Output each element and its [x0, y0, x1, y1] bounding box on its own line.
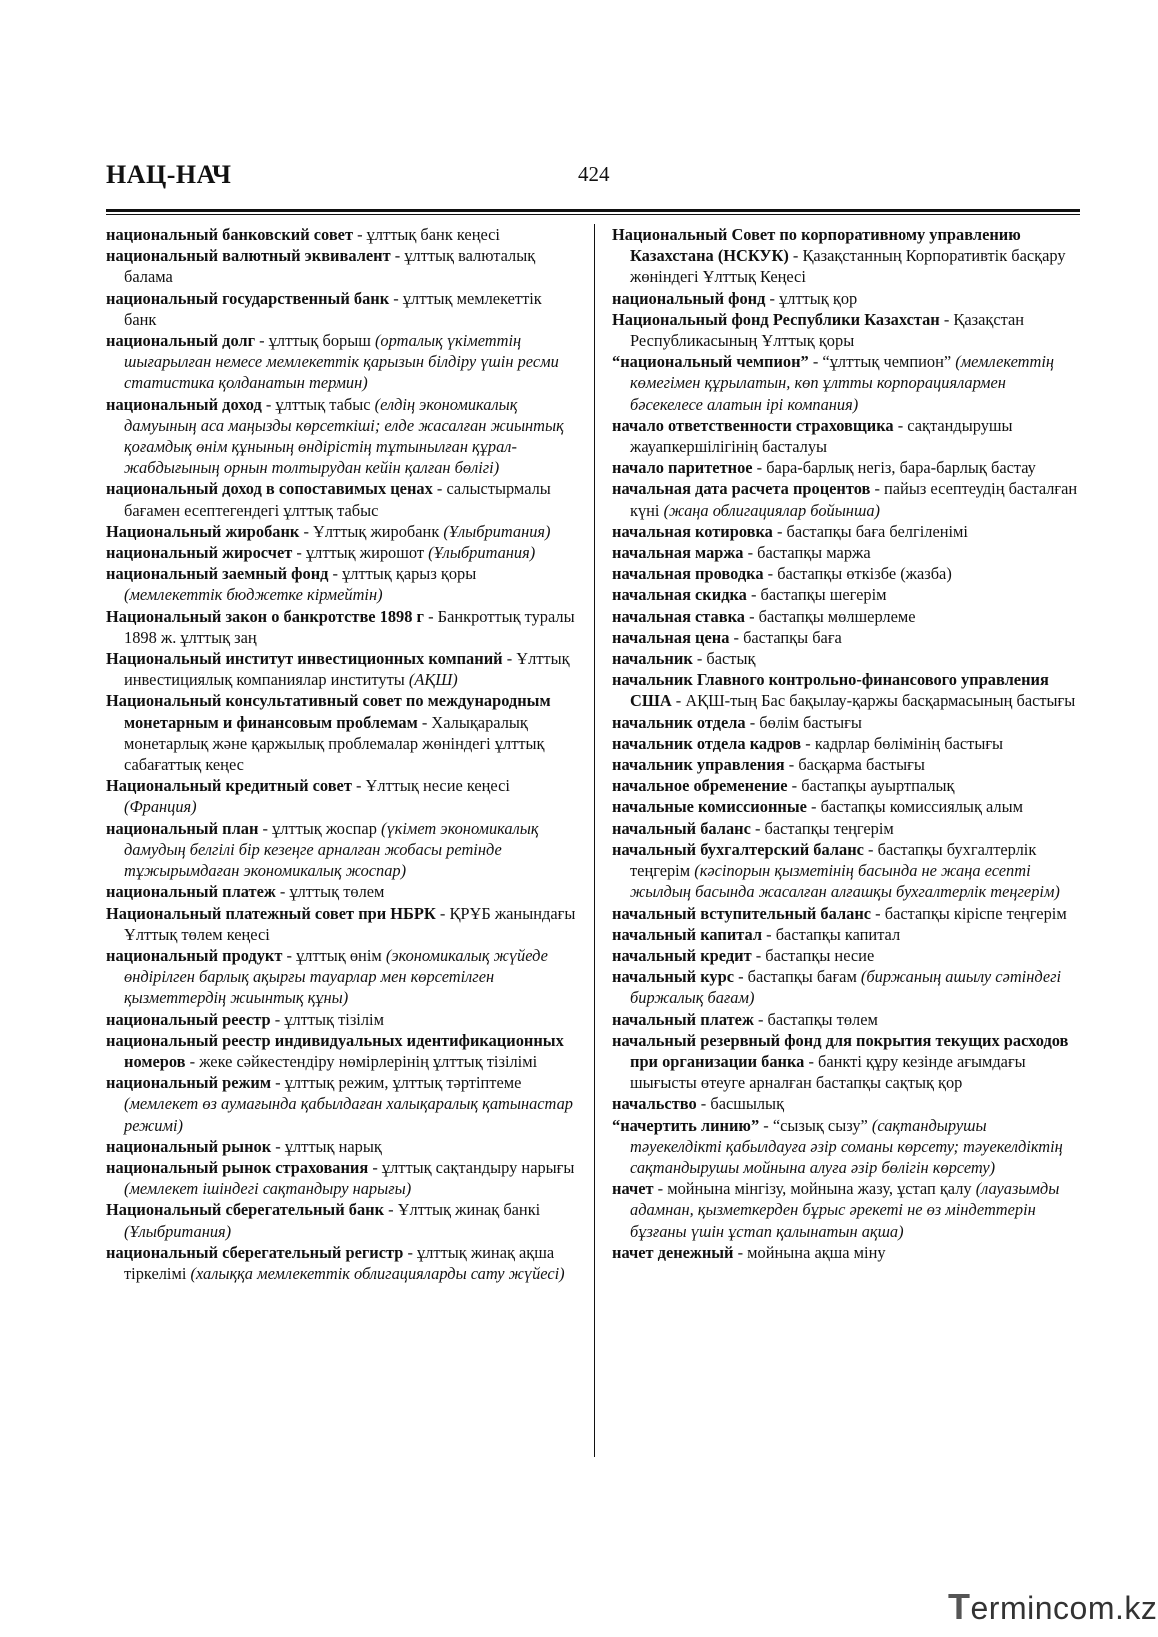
- entry-definition: ұлттық төлем: [289, 882, 385, 902]
- entry-separator: -: [752, 458, 767, 478]
- entry-separator: -: [502, 649, 517, 669]
- dictionary-entry: [612, 775, 1082, 796]
- entry-term: начальник: [612, 649, 693, 669]
- entry-note: (Франция): [124, 797, 197, 817]
- entry-definition: ұлттық нарық: [284, 1136, 382, 1156]
- entry-separator: -: [692, 649, 707, 669]
- entry-definition: “сызық сызу”: [772, 1115, 868, 1135]
- entry-note: (мемлекеттік бюджетке кірмейтін): [124, 585, 383, 605]
- entry-term: начет: [612, 1179, 654, 1199]
- dictionary-entry: [612, 733, 1082, 754]
- entry-term: Национальный институт инвестиционных компаний: [106, 649, 503, 669]
- entry-separator: -: [863, 839, 878, 859]
- entry-term: “начертить линию”: [612, 1115, 760, 1135]
- entry-separator: -: [299, 521, 314, 541]
- entry-definition: Қазақстанның Корпоративтік басқару жөніндегі Ұлттық Кеңесі: [630, 246, 1066, 287]
- dictionary-entry: [106, 945, 576, 1009]
- entry-separator: -: [328, 564, 343, 584]
- entry-separator: -: [745, 606, 759, 626]
- dictionary-entry: [106, 245, 576, 287]
- entry-definition: бара-барлық негіз, бара-барлық бастау: [766, 458, 1036, 478]
- header-rule-thin: [106, 214, 1080, 215]
- entry-definition: бастапқы өткізбе (жазба): [777, 564, 952, 584]
- site-watermark: [948, 1586, 1157, 1628]
- entry-separator: -: [746, 585, 761, 605]
- dictionary-entry: [106, 818, 576, 882]
- dictionary-entry: [612, 415, 1082, 457]
- entry-note: (экономикалық жүйеде өндірілген барлық ақырғы тауарлар мен көрсетілген қызметтердің жиынтық құны): [124, 945, 548, 1008]
- entry-separator: -: [432, 479, 447, 499]
- dictionary-entry: [106, 521, 576, 542]
- entry-term: начальный капитал: [612, 924, 763, 944]
- dictionary-entry: [106, 775, 576, 817]
- dictionary-entry: [106, 563, 576, 605]
- dictionary-entry: [612, 966, 1082, 1008]
- entry-term: начальная скидка: [612, 585, 747, 605]
- entry-definition: Ұлттық несие кеңесі: [365, 776, 510, 796]
- entry-term: национальный государственный банк: [106, 288, 390, 308]
- entry-note: (сақтандырушы тәуекелдікті қабылдауға әзір соманы көрсету; тәуекелдіктің сақтандырушы мойнына алуға әзір бөлігін көрсету): [630, 1115, 1063, 1177]
- entry-separator: -: [784, 755, 799, 775]
- entry-separator: -: [384, 1200, 398, 1220]
- dictionary-entry: [612, 796, 1082, 817]
- entry-definition: бастық: [706, 649, 756, 669]
- entry-separator: -: [417, 712, 432, 732]
- entry-term: национальный реестр индивидуальных идентификационных номеров: [106, 1030, 564, 1071]
- entry-note: (халыққа мемлекеттік облигацияларды сату жүйесі): [190, 1263, 565, 1283]
- dictionary-entry: [612, 627, 1082, 648]
- entry-definition: ұлттық валюталық балама: [124, 246, 536, 287]
- entry-definition: бастапқы ауыртпалық: [801, 776, 955, 796]
- header-rule-thick: [106, 209, 1080, 212]
- dictionary-entry: [106, 1242, 576, 1284]
- entry-separator: -: [893, 415, 908, 435]
- entry-definition: бастапқы капитал: [775, 924, 901, 944]
- dictionary-entry: [612, 584, 1082, 605]
- dictionary-entry: [612, 1242, 1082, 1263]
- entry-term: начальный бухгалтерский баланс: [612, 839, 864, 859]
- entry-note: (жаңа облигациялар бойынша): [663, 500, 880, 520]
- dictionary-entry: [612, 1178, 1082, 1242]
- entry-separator: -: [353, 225, 367, 244]
- dictionary-entry: [612, 1093, 1082, 1114]
- entry-term: национальный рынок страхования: [106, 1157, 369, 1177]
- entry-term: национальный банковский совет: [106, 225, 353, 244]
- entry-term: начальник управления: [612, 755, 785, 775]
- entry-definition: ұлттық қарыз қоры: [342, 564, 477, 584]
- entry-definition: ұлттық өнім: [296, 945, 382, 965]
- entry-term: национальный режим: [106, 1073, 272, 1093]
- dictionary-entry: [106, 288, 576, 330]
- right-column: [612, 224, 1082, 1263]
- entry-note: (Ұлыбритания): [124, 1221, 232, 1241]
- entry-definition: ұлттық қор: [779, 288, 858, 308]
- dictionary-entry: [106, 881, 576, 902]
- dictionary-entry: [106, 690, 576, 775]
- watermark-initial: T: [948, 1586, 971, 1627]
- entry-definition: пайыз есептеудің басталған күні: [630, 479, 1078, 520]
- entry-separator: -: [743, 543, 758, 563]
- dictionary-entry: [612, 542, 1082, 563]
- entry-term: начальная проводка: [612, 564, 764, 584]
- entry-definition: Ұлттық жинақ банкі: [397, 1200, 541, 1220]
- entry-note: (мемлекеттің көмегімен құрылатын, көп ұлтты корпорациялармен бәсекелесе алатын ірі компания): [630, 352, 1055, 414]
- entry-note: (мемлекет өз аумағында қабылдаған халықаралық қатынастар режимі): [124, 1094, 573, 1135]
- entry-separator: -: [753, 1009, 768, 1029]
- entry-term: национальный план: [106, 818, 259, 838]
- entry-definition: басшылық: [710, 1094, 785, 1114]
- dictionary-entry: [106, 1199, 576, 1241]
- entry-term: Национальный платежный совет при НБРК: [106, 903, 436, 923]
- entry-separator: -: [390, 246, 405, 266]
- dictionary-entry: [612, 924, 1082, 945]
- entry-term: начальник отдела кадров: [612, 733, 802, 753]
- entry-definition: бастапқы несие: [765, 945, 875, 965]
- dictionary-entry: [612, 1115, 1082, 1179]
- entry-separator: -: [185, 1051, 200, 1071]
- entry-term: национальный валютный эквивалент: [106, 246, 391, 266]
- entry-definition: Халықаралық монетарлық және қаржылық проблемалар жөніндегі ұлттық сабағаттық кеңес: [124, 712, 545, 775]
- dictionary-entry: [612, 712, 1082, 733]
- entry-definition: ұлттық сақтандыру нарығы: [381, 1157, 575, 1177]
- entry-term: начальная цена: [612, 627, 730, 647]
- entry-definition: бастапқы баға: [743, 627, 842, 647]
- entry-definition: ұлттық жинақ ақша тіркелімі: [124, 1242, 555, 1283]
- left-column: [106, 224, 576, 1284]
- dictionary-entry: [106, 1009, 576, 1030]
- entry-definition: бастапқы бағам: [747, 967, 857, 987]
- entry-definition: бастапқы бухгалтерлік теңгерім: [630, 839, 1037, 881]
- entry-term: национальный платеж: [106, 882, 276, 902]
- entry-term: начет денежный: [612, 1242, 734, 1262]
- entry-definition: ұлттық тізілім: [284, 1009, 384, 1029]
- entry-term: начальная ставка: [612, 606, 745, 626]
- entry-note: (мемлекет ішіндегі сақтандыру нарығы): [124, 1179, 412, 1199]
- entry-term: национальный жиросчет: [106, 543, 293, 563]
- entry-note: (Ұлыбритания): [443, 521, 551, 541]
- entry-term: начальный резервный фонд для покрытия текущих расходов при организации банка: [612, 1030, 1069, 1071]
- entry-separator: -: [804, 1051, 819, 1071]
- dictionary-entry: [106, 478, 576, 520]
- entry-definition: бастапқы маржа: [757, 543, 871, 563]
- watermark-text: ermincom.kz: [970, 1590, 1158, 1626]
- dictionary-entry: [612, 563, 1082, 584]
- entry-separator: -: [787, 776, 802, 796]
- entry-term: национальный долг: [106, 331, 256, 351]
- page-number: 424: [578, 162, 610, 186]
- entry-term: начальное обременение: [612, 776, 788, 796]
- entry-separator: -: [255, 331, 269, 351]
- entry-definition: ұлттық жоспар: [272, 818, 377, 838]
- entry-note: (елдің экономикалық дамуының аса маңызды көрсеткіші; елде жасалған жиынтық қоғамдық өнім құнының өндірістің тұтынылған құрал-жабдығының орнын толтырудан кейін қалған бөлігі): [124, 394, 564, 478]
- entry-definition: бастапқы кіріспе теңгерім: [884, 903, 1067, 923]
- entry-term: начальный курс: [612, 967, 735, 987]
- dictionary-entry: [612, 288, 1082, 309]
- entry-term: начальный кредит: [612, 945, 752, 965]
- entry-separator: -: [871, 903, 885, 923]
- entry-term: Национальный жиробанк: [106, 521, 300, 541]
- dictionary-entry: [612, 457, 1082, 478]
- entry-definition: ұлттық борыш: [268, 331, 371, 351]
- dictionary-entry: [106, 606, 576, 648]
- entry-separator: -: [729, 627, 744, 647]
- entry-term: национальный продукт: [106, 945, 283, 965]
- dictionary-entry: [612, 309, 1082, 351]
- entry-separator: -: [733, 1242, 748, 1262]
- entry-definition: бастапқы баға белгіленімі: [786, 521, 968, 541]
- dictionary-entry: [106, 1072, 576, 1136]
- entry-definition: бастапқы комиссиялық алым: [820, 797, 1023, 817]
- entry-separator: -: [750, 818, 765, 838]
- entry-separator: -: [435, 903, 450, 923]
- entry-term: Национальный фонд Республики Казахстан: [612, 309, 940, 329]
- entry-term: национальный доход: [106, 394, 262, 414]
- entry-separator: -: [788, 246, 803, 266]
- entry-definition: банкті құру кезінде ағымдағы шығысты өтеуге арналған бастапқы сақтық қор: [630, 1051, 1026, 1093]
- entry-definition: салыстырмалы бағамен есептегендегі ұлттық табыс: [124, 479, 551, 520]
- entry-term: национальный доход в сопоставимых ценах: [106, 479, 433, 499]
- entry-separator: -: [653, 1179, 668, 1199]
- entry-definition: ұлттық режим, ұлттық тәртіптеме: [284, 1073, 522, 1093]
- dictionary-entry: [106, 648, 576, 690]
- entry-term: национальный фонд: [612, 288, 766, 308]
- entry-separator: -: [806, 797, 821, 817]
- entry-separator: -: [258, 818, 273, 838]
- entry-definition: бастапқы мөлшерлеме: [758, 606, 916, 626]
- dictionary-entry: [612, 818, 1082, 839]
- entry-definition: бастапқы шегерім: [760, 585, 887, 605]
- entry-term: начальство: [612, 1094, 697, 1114]
- entry-definition: Ұлттық жиробанк: [313, 521, 440, 541]
- entry-separator: -: [292, 543, 306, 563]
- dictionary-entry: [106, 394, 576, 479]
- entry-term: начальная дата расчета процентов: [612, 479, 871, 499]
- dictionary-entry: [612, 521, 1082, 542]
- entry-definition: басқарма бастығы: [798, 755, 925, 775]
- dictionary-entry: [106, 903, 576, 945]
- dictionary-entry: [612, 903, 1082, 924]
- column-divider: [594, 224, 595, 1457]
- dictionary-entry: [612, 1009, 1082, 1030]
- dictionary-entry: [612, 606, 1082, 627]
- entry-note: (АҚШ): [408, 670, 458, 690]
- entry-separator: -: [939, 309, 954, 329]
- entry-definition: ҚРҰБ жанындағы Ұлттық төлем кеңесі: [124, 903, 576, 944]
- dictionary-entry: [106, 1030, 576, 1072]
- entry-term: Национальный закон о банкротстве 1898 г: [106, 606, 424, 626]
- entry-definition: бастапқы теңгерім: [764, 818, 894, 838]
- entry-definition: кадрлар бөлімінің бастығы: [814, 733, 1004, 753]
- entry-note: (кәсіпорын қызметінің басында не жаңа есепті жылдың басында жасалған алғашқы бухгалтерлік теңгерім): [630, 861, 1060, 902]
- entry-separator: -: [271, 1073, 285, 1093]
- entry-separator: -: [424, 606, 438, 626]
- entry-separator: -: [745, 712, 760, 732]
- page-header-title: НАЦ-НАЧ: [106, 160, 232, 189]
- entry-separator: -: [870, 479, 885, 499]
- entry-separator: -: [808, 352, 823, 372]
- entry-note: (Ұлыбритания): [428, 543, 536, 563]
- entry-definition: ұлттық жирошот: [305, 543, 424, 563]
- entry-definition: бастапқы төлем: [767, 1009, 878, 1029]
- dictionary-entry: [612, 351, 1082, 415]
- entry-definition: бөлім бастығы: [759, 712, 862, 732]
- entry-definition: сақтандырушы жауапкершілігінің басталуы: [630, 415, 1013, 457]
- dictionary-entry: [612, 669, 1082, 711]
- entry-definition: АҚШ-тың Бас бақылау-қаржы басқармасының бастығы: [685, 691, 1076, 711]
- entry-term: начальник отдела: [612, 712, 746, 732]
- entry-definition: Қазақстан Республикасының Ұлттық қоры: [630, 309, 1025, 351]
- entry-separator: -: [772, 521, 787, 541]
- entry-note: (лауазымды адамнан, қызметкерден бұрыс әрекеті не өз міндеттерін бұзғаны үшін ұстап қалынатын ақша): [630, 1179, 1060, 1241]
- dictionary-entry: [106, 542, 576, 563]
- entry-note: (орталық үкіметтің шығарылған немесе мемлекеттік қарызын білдіру үшін ресми статистика қолданатын термин): [124, 331, 559, 393]
- entry-term: начальные комиссионные: [612, 797, 807, 817]
- entry-separator: -: [271, 1136, 285, 1156]
- entry-term: Национальный кредитный совет: [106, 776, 352, 796]
- entry-definition: Банкроттық туралы 1898 ж. ұлттық заң: [124, 606, 575, 647]
- entry-term: Национальный Совет по корпоративному управлению Казахстана (НСКУК): [612, 225, 1021, 266]
- entry-separator: -: [261, 394, 276, 414]
- entry-term: национальный рынок: [106, 1136, 272, 1156]
- entry-definition: ұлттық мемлекеттік банк: [124, 288, 542, 329]
- entry-term: начальный баланс: [612, 818, 751, 838]
- entry-definition: мойнына мінгізу, мойнына жазу, ұстап қалу: [667, 1179, 972, 1199]
- dictionary-entry: [612, 224, 1082, 288]
- entry-definition: “ұлттық чемпион”: [822, 352, 952, 372]
- entry-separator: -: [763, 564, 778, 584]
- entry-definition: жеке сәйкестендіру нөмірлерінің ұлттық тізілімі: [199, 1051, 538, 1071]
- entry-definition: ұлттық табыс: [275, 394, 371, 414]
- entry-term: начало паритетное: [612, 458, 753, 478]
- entry-separator: -: [696, 1094, 711, 1114]
- entry-term: начальная котировка: [612, 521, 773, 541]
- entry-definition: Ұлттық инвестициялық компаниялар институты: [124, 649, 570, 690]
- dictionary-entry: [106, 224, 576, 245]
- entry-separator: -: [403, 1242, 418, 1262]
- dictionary-entry: [612, 839, 1082, 903]
- entry-term: Национальный консультативный совет по международным монетарным и финансовым проблемам: [106, 691, 551, 732]
- entry-term: национальный сберегательный регистр: [106, 1242, 404, 1262]
- entry-separator: -: [751, 945, 766, 965]
- entry-separator: -: [734, 967, 748, 987]
- entry-separator: -: [389, 288, 403, 308]
- entry-term: “национальный чемпион”: [612, 352, 809, 372]
- entry-note: (үкімет экономикалық дамудың белгілі бір кезеңге арналған жобасы ретінде тұжырымдаған экономикалық жоспар): [124, 818, 539, 881]
- entry-definition: мойнына ақша міну: [747, 1242, 886, 1262]
- entry-separator: -: [801, 733, 815, 753]
- entry-separator: -: [270, 1009, 285, 1029]
- entry-term: начальный платеж: [612, 1009, 754, 1029]
- entry-separator: -: [762, 924, 776, 944]
- dictionary-entry: [612, 478, 1082, 520]
- entry-separator: -: [368, 1157, 382, 1177]
- entry-separator: -: [351, 776, 366, 796]
- entry-term: Национальный сберегательный банк: [106, 1200, 385, 1220]
- dictionary-entry: [106, 1157, 576, 1199]
- entry-definition: ұлттық банк кеңесі: [366, 225, 500, 244]
- entry-term: начальный вступительный баланс: [612, 903, 872, 923]
- dictionary-entry: [106, 1136, 576, 1157]
- dictionary-entry: [612, 648, 1082, 669]
- entry-term: национальный заемный фонд: [106, 564, 329, 584]
- dictionary-entry: [106, 330, 576, 394]
- entry-term: начальная маржа: [612, 543, 744, 563]
- dictionary-entry: [612, 754, 1082, 775]
- entry-separator: -: [765, 288, 780, 308]
- entry-separator: -: [275, 882, 290, 902]
- entry-separator: -: [671, 691, 686, 711]
- dictionary-entry: [612, 1030, 1082, 1094]
- entry-note: (биржаның ашылу сәтіндегі биржалық бағам): [630, 967, 1062, 1008]
- entry-term: начало ответственности страховщика: [612, 415, 894, 435]
- entry-separator: -: [282, 945, 297, 965]
- entry-separator: -: [759, 1115, 773, 1135]
- dictionary-entry: [612, 945, 1082, 966]
- entry-term: национальный реестр: [106, 1009, 271, 1029]
- entry-term: начальник Главного контрольно-финансового управления США: [612, 670, 1049, 711]
